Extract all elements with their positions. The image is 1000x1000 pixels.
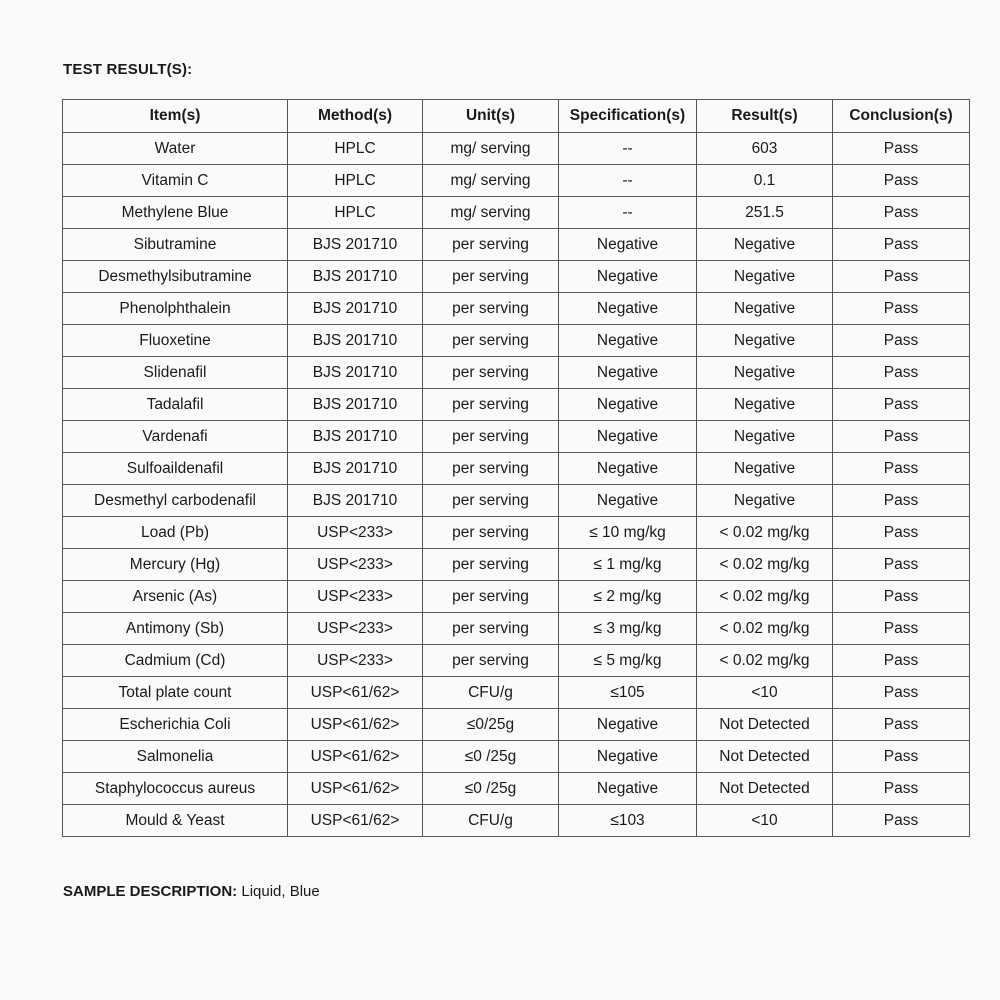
cell-specification: -- [559,133,697,165]
cell-result: <10 [697,805,833,837]
table-row [63,645,970,677]
sample-description-value: Liquid, Blue [237,883,320,900]
cell-conclusion: Pass [833,581,970,613]
cell-specification: ≤103 [559,805,697,837]
cell-unit: CFU/g [423,677,559,709]
cell-method: BJS 201710 [288,229,423,261]
cell-item: Desmethyl carbodenafil [63,485,288,517]
cell-specification: ≤ 1 mg/kg [559,549,697,581]
cell-item: Sulfoaildenafil [63,453,288,485]
cell-unit: per serving [423,421,559,453]
cell-specification: Negative [559,421,697,453]
header-conclusion: Conclusion(s) [833,100,970,133]
cell-conclusion: Pass [833,645,970,677]
cell-specification: Negative [559,357,697,389]
table-row [63,421,970,453]
cell-unit: per serving [423,261,559,293]
cell-item: Cadmium (Cd) [63,645,288,677]
cell-conclusion: Pass [833,421,970,453]
cell-method: HPLC [288,197,423,229]
cell-method: USP<61/62> [288,677,423,709]
cell-method: USP<233> [288,549,423,581]
sample-description [63,883,320,900]
cell-result: 0.1 [697,165,833,197]
cell-result: <10 [697,677,833,709]
cell-result: < 0.02 mg/kg [697,645,833,677]
cell-unit: per serving [423,517,559,549]
cell-item: Load (Pb) [63,517,288,549]
cell-result: < 0.02 mg/kg [697,549,833,581]
cell-result: Negative [697,229,833,261]
cell-unit: mg/ serving [423,165,559,197]
cell-conclusion: Pass [833,453,970,485]
cell-conclusion: Pass [833,133,970,165]
cell-unit: per serving [423,357,559,389]
table-row [63,741,970,773]
cell-method: USP<233> [288,645,423,677]
table-row [63,293,970,325]
cell-result: < 0.02 mg/kg [697,581,833,613]
table-row [63,485,970,517]
cell-method: USP<61/62> [288,805,423,837]
cell-unit: ≤0 /25g [423,741,559,773]
cell-item: Methylene Blue [63,197,288,229]
cell-result: 603 [697,133,833,165]
cell-conclusion: Pass [833,741,970,773]
cell-result: Negative [697,357,833,389]
cell-result: < 0.02 mg/kg [697,613,833,645]
sample-description-label: SAMPLE DESCRIPTION: [63,883,238,900]
table-row [63,613,970,645]
table-row [63,197,970,229]
cell-unit: per serving [423,229,559,261]
cell-unit: per serving [423,389,559,421]
cell-result: Not Detected [697,709,833,741]
cell-conclusion: Pass [833,165,970,197]
cell-conclusion: Pass [833,549,970,581]
cell-item: Slidenafil [63,357,288,389]
cell-item: Total plate count [63,677,288,709]
cell-method: BJS 201710 [288,389,423,421]
cell-item: Vitamin C [63,165,288,197]
cell-unit: CFU/g [423,805,559,837]
cell-unit: per serving [423,325,559,357]
cell-unit: mg/ serving [423,197,559,229]
cell-result: Negative [697,325,833,357]
test-results-table [62,99,970,837]
cell-specification: Negative [559,741,697,773]
cell-conclusion: Pass [833,613,970,645]
header-result: Result(s) [697,100,833,133]
table-row [63,677,970,709]
cell-conclusion: Pass [833,517,970,549]
cell-unit: ≤0/25g [423,709,559,741]
table-row [63,165,970,197]
table-row [63,357,970,389]
cell-specification: Negative [559,453,697,485]
cell-unit: per serving [423,613,559,645]
table-row [63,325,970,357]
cell-specification: ≤ 10 mg/kg [559,517,697,549]
cell-specification: Negative [559,485,697,517]
header-method: Method(s) [288,100,423,133]
cell-item: Tadalafil [63,389,288,421]
cell-conclusion: Pass [833,709,970,741]
header-unit: Unit(s) [423,100,559,133]
cell-item: Water [63,133,288,165]
cell-unit: per serving [423,645,559,677]
cell-item: Staphylococcus aureus [63,773,288,805]
table-row [63,709,970,741]
cell-specification: Negative [559,325,697,357]
cell-conclusion: Pass [833,357,970,389]
cell-specification: ≤ 3 mg/kg [559,613,697,645]
cell-conclusion: Pass [833,677,970,709]
cell-method: HPLC [288,133,423,165]
cell-method: BJS 201710 [288,485,423,517]
cell-item: Vardenafi [63,421,288,453]
cell-result: Not Detected [697,741,833,773]
cell-item: Sibutramine [63,229,288,261]
cell-conclusion: Pass [833,325,970,357]
table-row [63,453,970,485]
table-row [63,581,970,613]
table-row [63,805,970,837]
cell-method: USP<61/62> [288,709,423,741]
header-specification: Specification(s) [559,100,697,133]
table-row [63,261,970,293]
cell-result: Negative [697,485,833,517]
cell-specification: ≤105 [559,677,697,709]
cell-unit: per serving [423,549,559,581]
cell-result: Not Detected [697,773,833,805]
cell-conclusion: Pass [833,197,970,229]
cell-method: USP<61/62> [288,741,423,773]
cell-unit: per serving [423,485,559,517]
cell-item: Mould & Yeast [63,805,288,837]
cell-specification: ≤ 2 mg/kg [559,581,697,613]
cell-unit: mg/ serving [423,133,559,165]
table-header-row [63,100,970,133]
test-results-heading: TEST RESULT(S): [63,61,193,78]
cell-method: BJS 201710 [288,421,423,453]
cell-specification: ≤ 5 mg/kg [559,645,697,677]
cell-item: Mercury (Hg) [63,549,288,581]
cell-result: Negative [697,453,833,485]
cell-unit: per serving [423,293,559,325]
table-row [63,517,970,549]
table-row [63,229,970,261]
cell-conclusion: Pass [833,229,970,261]
cell-method: BJS 201710 [288,357,423,389]
table-row [63,549,970,581]
cell-conclusion: Pass [833,485,970,517]
cell-specification: -- [559,197,697,229]
cell-conclusion: Pass [833,293,970,325]
table-row [63,133,970,165]
cell-method: USP<233> [288,517,423,549]
cell-item: Salmonelia [63,741,288,773]
cell-result: Negative [697,389,833,421]
cell-specification: Negative [559,773,697,805]
table-row [63,773,970,805]
cell-method: BJS 201710 [288,293,423,325]
cell-item: Phenolphthalein [63,293,288,325]
cell-unit: per serving [423,453,559,485]
cell-item: Arsenic (As) [63,581,288,613]
cell-unit: ≤0 /25g [423,773,559,805]
cell-result: < 0.02 mg/kg [697,517,833,549]
cell-method: BJS 201710 [288,325,423,357]
cell-result: Negative [697,261,833,293]
cell-method: USP<61/62> [288,773,423,805]
cell-conclusion: Pass [833,261,970,293]
cell-item: Desmethylsibutramine [63,261,288,293]
table-row [63,389,970,421]
cell-method: USP<233> [288,613,423,645]
cell-item: Escherichia Coli [63,709,288,741]
cell-specification: Negative [559,709,697,741]
cell-unit: per serving [423,581,559,613]
cell-specification: -- [559,165,697,197]
cell-result: Negative [697,421,833,453]
cell-result: 251.5 [697,197,833,229]
cell-method: BJS 201710 [288,261,423,293]
cell-method: BJS 201710 [288,453,423,485]
cell-item: Antimony (Sb) [63,613,288,645]
cell-conclusion: Pass [833,389,970,421]
cell-specification: Negative [559,389,697,421]
cell-method: HPLC [288,165,423,197]
cell-result: Negative [697,293,833,325]
table-body [63,133,970,837]
header-item: Item(s) [63,100,288,133]
cell-method: USP<233> [288,581,423,613]
cell-specification: Negative [559,229,697,261]
cell-conclusion: Pass [833,773,970,805]
cell-conclusion: Pass [833,805,970,837]
cell-specification: Negative [559,261,697,293]
cell-item: Fluoxetine [63,325,288,357]
cell-specification: Negative [559,293,697,325]
